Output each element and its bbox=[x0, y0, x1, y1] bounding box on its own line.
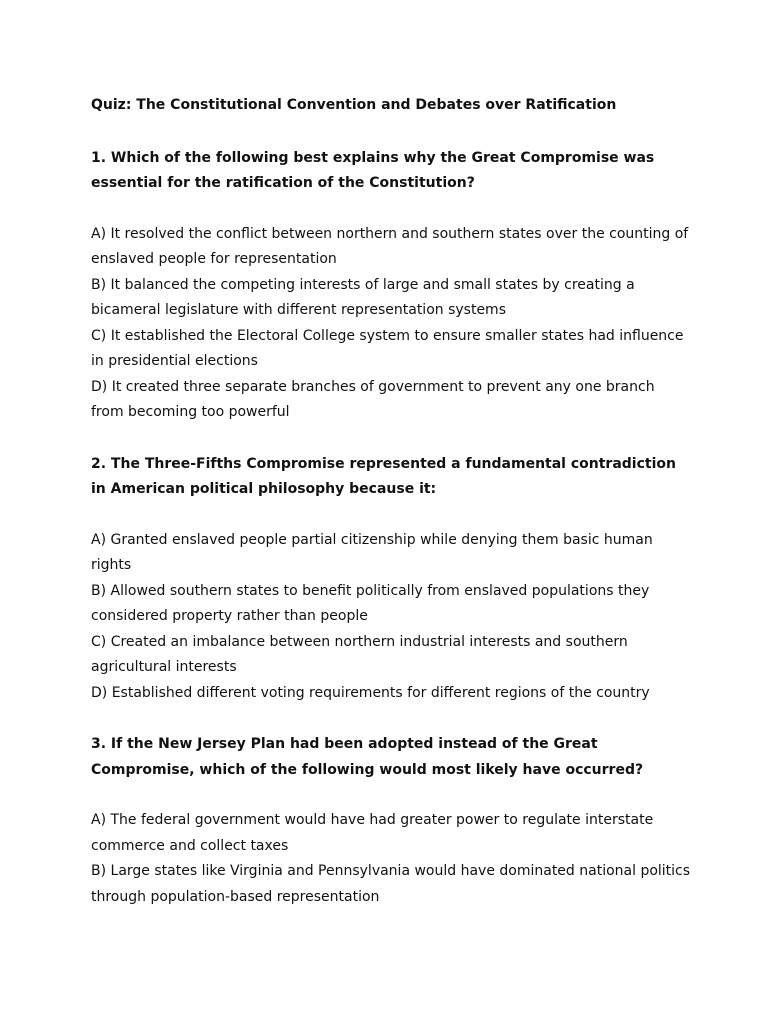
document-page bbox=[91, 93, 691, 936]
answer-option-b: B) Large states like Virginia and Pennsylvania would have dominated national politics through population-based representation bbox=[91, 863, 691, 905]
document-title: Quiz: The Constitutional Convention and Debates over Ratification bbox=[91, 97, 617, 113]
answer-option-d: D) It created three separate branches of government to prevent any one branch from becoming too powerful bbox=[91, 378, 655, 420]
answer-option-b: B) It balanced the competing interests of large and small states by creating a bicameral legislature with different representation systems bbox=[91, 276, 635, 318]
answer-option-a: A) It resolved the conflict between northern and southern states over the counting of enslaved people for representation bbox=[91, 225, 689, 267]
answer-option-d: D) Established different voting requirements for different regions of the country bbox=[91, 684, 650, 701]
question-text: 1. Which of the following best explains why the Great Compromise was essential for the ratification of the Constitution? bbox=[91, 149, 655, 191]
answer-option-a: A) The federal government would have had greater power to regulate interstate commerce and collect taxes bbox=[91, 812, 654, 854]
question-1 bbox=[91, 146, 691, 426]
answer-option-b: B) Allowed southern states to benefit politically from enslaved populations they considered property rather than people bbox=[91, 582, 650, 624]
question-2 bbox=[91, 452, 691, 707]
question-3 bbox=[91, 732, 691, 910]
question-text: 3. If the New Jersey Plan had been adopted instead of the Great Compromise, which of the following would most likely have occurred? bbox=[91, 736, 644, 778]
answer-option-c: C) Created an imbalance between northern industrial interests and southern agricultural interests bbox=[91, 633, 628, 675]
answer-option-a: A) Granted enslaved people partial citizenship while denying them basic human rights bbox=[91, 531, 653, 573]
answer-option-c: C) It established the Electoral College system to ensure smaller states had influence in presidential elections bbox=[91, 327, 684, 369]
question-text: 2. The Three-Fifths Compromise represented a fundamental contradiction in American political philosophy because it: bbox=[91, 455, 676, 497]
